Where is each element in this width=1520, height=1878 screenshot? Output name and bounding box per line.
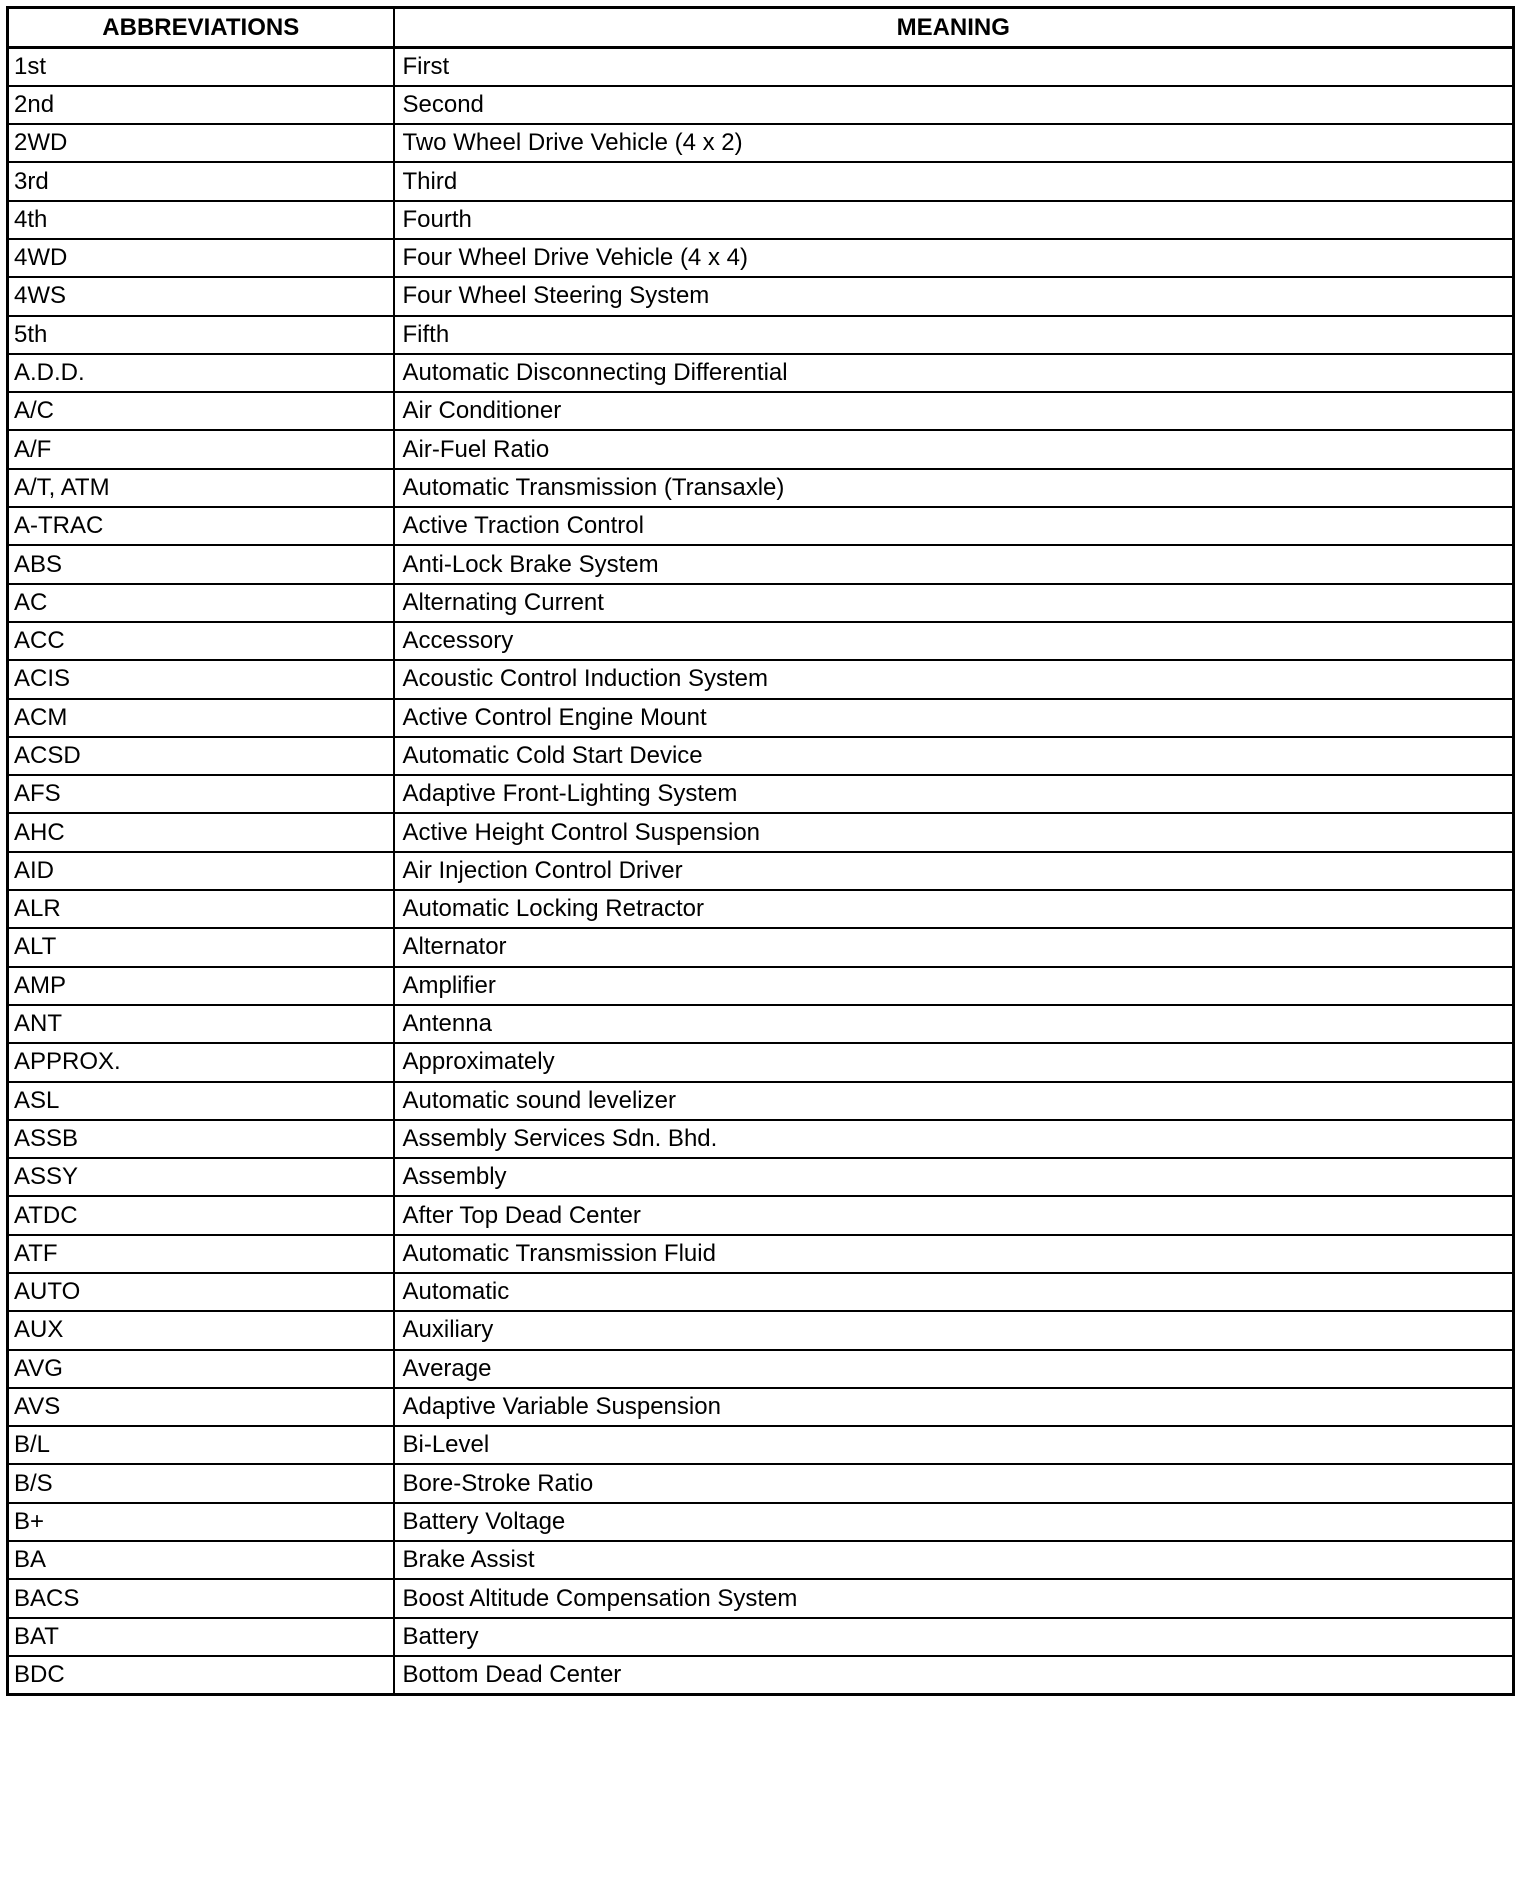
meaning-cell: Active Control Engine Mount (394, 699, 1514, 737)
abbreviation-cell: AC (8, 584, 394, 622)
meaning-cell: Alternator (394, 928, 1514, 966)
abbreviation-cell: 4th (8, 201, 394, 239)
table-row (8, 392, 1514, 430)
table-row (8, 124, 1514, 162)
table-row (8, 928, 1514, 966)
abbreviation-cell: 5th (8, 316, 394, 354)
abbreviations-table (6, 6, 1515, 1696)
abbreviation-cell: 2nd (8, 86, 394, 124)
abbreviation-cell: 4WD (8, 239, 394, 277)
abbreviation-cell: AVS (8, 1388, 394, 1426)
table-row (8, 1120, 1514, 1158)
meaning-cell: Second (394, 86, 1514, 124)
meaning-cell: Auxiliary (394, 1311, 1514, 1349)
meaning-cell: Anti-Lock Brake System (394, 545, 1514, 583)
meaning-cell: Active Traction Control (394, 507, 1514, 545)
abbreviation-cell: ACSD (8, 737, 394, 775)
meaning-cell: Antenna (394, 1005, 1514, 1043)
meaning-cell: Active Height Control Suspension (394, 813, 1514, 851)
table-row (8, 1082, 1514, 1120)
table-row (8, 239, 1514, 277)
table-row (8, 1005, 1514, 1043)
meaning-cell: Battery (394, 1618, 1514, 1656)
meaning-cell: Approximately (394, 1043, 1514, 1081)
meaning-cell: Accessory (394, 622, 1514, 660)
abbreviation-cell: A/C (8, 392, 394, 430)
table-row (8, 277, 1514, 315)
abbreviation-cell: ACM (8, 699, 394, 737)
table-row (8, 813, 1514, 851)
table-row (8, 699, 1514, 737)
table-row (8, 1273, 1514, 1311)
table-row (8, 967, 1514, 1005)
abbreviation-cell: ATDC (8, 1196, 394, 1234)
abbreviation-cell: ACIS (8, 660, 394, 698)
abbreviation-cell: APPROX. (8, 1043, 394, 1081)
meaning-cell: Adaptive Variable Suspension (394, 1388, 1514, 1426)
abbreviation-cell: AUTO (8, 1273, 394, 1311)
table-row (8, 1656, 1514, 1694)
abbreviation-cell: ANT (8, 1005, 394, 1043)
table-row (8, 584, 1514, 622)
table-row (8, 1158, 1514, 1196)
abbreviation-cell: ALT (8, 928, 394, 966)
table-row (8, 201, 1514, 239)
table-row (8, 622, 1514, 660)
meaning-cell: Automatic Disconnecting Differential (394, 354, 1514, 392)
abbreviation-cell: B/L (8, 1426, 394, 1464)
abbreviation-cell: BA (8, 1541, 394, 1579)
abbreviation-cell: A/F (8, 430, 394, 468)
abbreviation-cell: ASSB (8, 1120, 394, 1158)
table-row (8, 430, 1514, 468)
abbreviation-cell: ALR (8, 890, 394, 928)
table-header-row (8, 8, 1514, 48)
meaning-cell: Bore-Stroke Ratio (394, 1464, 1514, 1502)
meaning-cell: Fourth (394, 201, 1514, 239)
table-row (8, 48, 1514, 86)
abbreviation-cell: ASSY (8, 1158, 394, 1196)
table-row (8, 1043, 1514, 1081)
meaning-cell: Acoustic Control Induction System (394, 660, 1514, 698)
abbreviation-cell: 2WD (8, 124, 394, 162)
meaning-cell: Automatic Transmission (Transaxle) (394, 469, 1514, 507)
meaning-cell: Bi-Level (394, 1426, 1514, 1464)
table-row (8, 162, 1514, 200)
abbreviation-cell: BAT (8, 1618, 394, 1656)
table-row (8, 1388, 1514, 1426)
table-body (8, 48, 1514, 1695)
abbreviation-cell: ACC (8, 622, 394, 660)
meaning-cell: Adaptive Front-Lighting System (394, 775, 1514, 813)
abbreviation-cell: B/S (8, 1464, 394, 1502)
abbreviation-cell: A.D.D. (8, 354, 394, 392)
meaning-cell: Third (394, 162, 1514, 200)
table-row (8, 1235, 1514, 1273)
meaning-cell: Battery Voltage (394, 1503, 1514, 1541)
meaning-cell: Four Wheel Drive Vehicle (4 x 4) (394, 239, 1514, 277)
table-row (8, 737, 1514, 775)
meaning-cell: Automatic Locking Retractor (394, 890, 1514, 928)
abbreviation-cell: A-TRAC (8, 507, 394, 545)
meaning-cell: Average (394, 1350, 1514, 1388)
column-header-abbreviations: ABBREVIATIONS (8, 8, 394, 48)
table-row (8, 660, 1514, 698)
table-row (8, 1541, 1514, 1579)
abbreviation-cell: 3rd (8, 162, 394, 200)
abbreviation-cell: AHC (8, 813, 394, 851)
table-row (8, 890, 1514, 928)
table-row (8, 1311, 1514, 1349)
table-row (8, 545, 1514, 583)
table-row (8, 852, 1514, 890)
meaning-cell: Brake Assist (394, 1541, 1514, 1579)
table-row (8, 1618, 1514, 1656)
table-row (8, 316, 1514, 354)
table-row (8, 1503, 1514, 1541)
meaning-cell: First (394, 48, 1514, 86)
abbreviation-cell: AFS (8, 775, 394, 813)
column-header-meaning: MEANING (394, 8, 1514, 48)
meaning-cell: Automatic Transmission Fluid (394, 1235, 1514, 1273)
meaning-cell: Air Conditioner (394, 392, 1514, 430)
meaning-cell: Assembly (394, 1158, 1514, 1196)
abbreviation-cell: A/T, ATM (8, 469, 394, 507)
table-row (8, 1196, 1514, 1234)
abbreviation-cell: ASL (8, 1082, 394, 1120)
abbreviation-cell: AVG (8, 1350, 394, 1388)
abbreviation-cell: B+ (8, 1503, 394, 1541)
abbreviation-cell: AUX (8, 1311, 394, 1349)
abbreviation-cell: AMP (8, 967, 394, 1005)
meaning-cell: After Top Dead Center (394, 1196, 1514, 1234)
abbreviation-cell: BDC (8, 1656, 394, 1694)
meaning-cell: Alternating Current (394, 584, 1514, 622)
meaning-cell: Assembly Services Sdn. Bhd. (394, 1120, 1514, 1158)
abbreviation-cell: ABS (8, 545, 394, 583)
abbreviation-cell: 1st (8, 48, 394, 86)
meaning-cell: Amplifier (394, 967, 1514, 1005)
meaning-cell: Automatic (394, 1273, 1514, 1311)
table-row (8, 1464, 1514, 1502)
table-row (8, 1579, 1514, 1617)
abbreviation-cell: ATF (8, 1235, 394, 1273)
meaning-cell: Automatic Cold Start Device (394, 737, 1514, 775)
abbreviation-cell: AID (8, 852, 394, 890)
meaning-cell: Air-Fuel Ratio (394, 430, 1514, 468)
table-row (8, 1426, 1514, 1464)
meaning-cell: Two Wheel Drive Vehicle (4 x 2) (394, 124, 1514, 162)
table-row (8, 775, 1514, 813)
abbreviation-cell: 4WS (8, 277, 394, 315)
table-row (8, 354, 1514, 392)
meaning-cell: Four Wheel Steering System (394, 277, 1514, 315)
meaning-cell: Fifth (394, 316, 1514, 354)
meaning-cell: Automatic sound levelizer (394, 1082, 1514, 1120)
abbreviation-cell: BACS (8, 1579, 394, 1617)
table-row (8, 86, 1514, 124)
meaning-cell: Air Injection Control Driver (394, 852, 1514, 890)
meaning-cell: Boost Altitude Compensation System (394, 1579, 1514, 1617)
table-row (8, 507, 1514, 545)
table-row (8, 469, 1514, 507)
meaning-cell: Bottom Dead Center (394, 1656, 1514, 1694)
table-row (8, 1350, 1514, 1388)
